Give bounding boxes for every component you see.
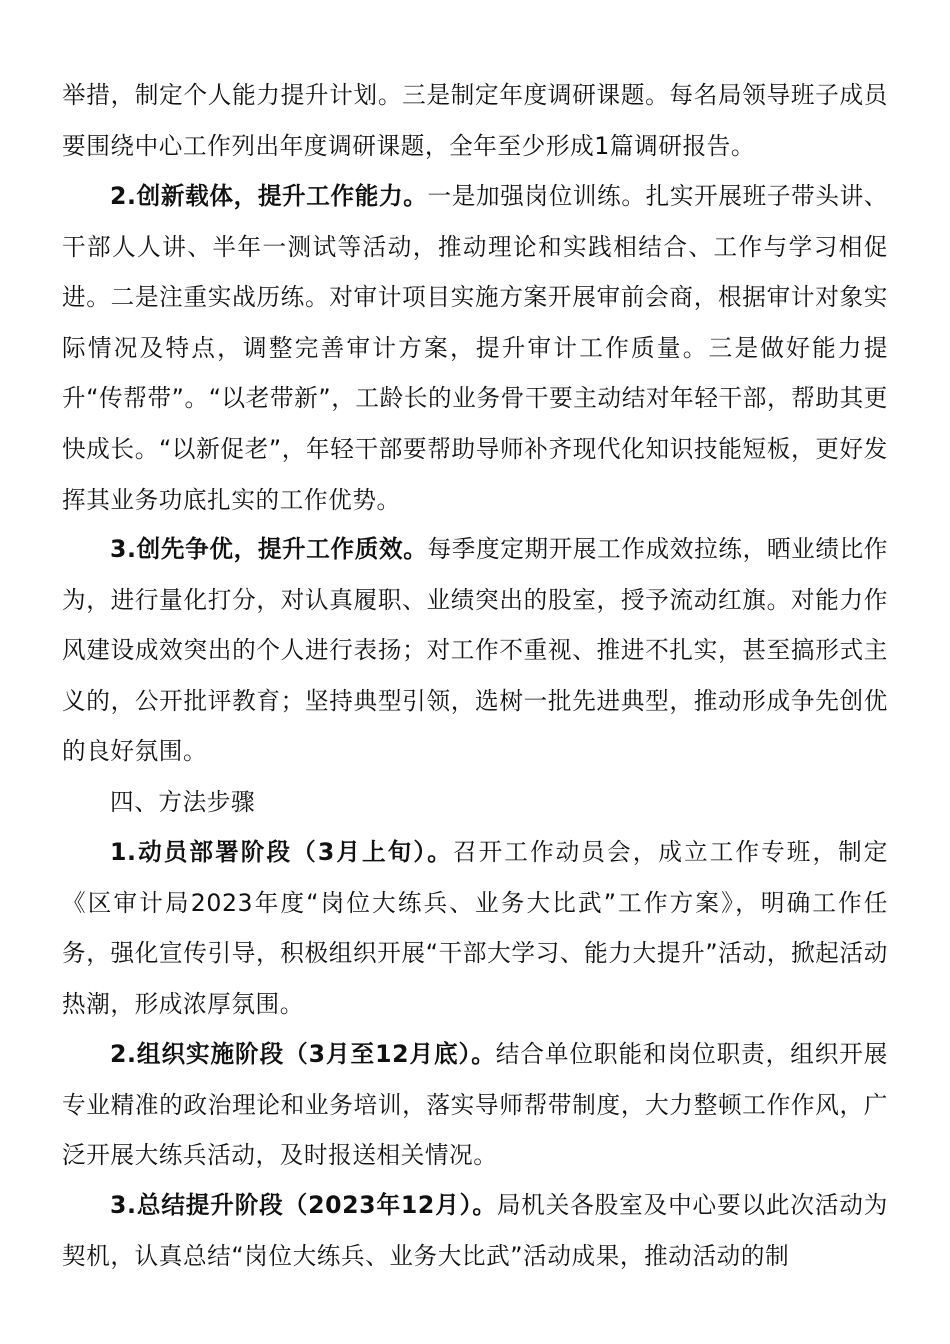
- paragraph-heading: 2.组织实施阶段（3月至12月底）。: [110, 1040, 496, 1068]
- paragraph-body: 结合单位职能和岗位职责，组织开展专业精准的政治理论和业务培训，落实导师帮带制度，大力整顿工作作风，广泛开展大练兵活动，及时报送相关情况。: [62, 1040, 888, 1170]
- paragraph-body: 举措，制定个人能力提升计划。三是制定年度调研课题。每名局领导班子成员要围绕中心工作列出年度调研课题，全年至少形成1篇调研报告。: [62, 81, 888, 160]
- paragraph-heading: 2.创新载体，提升工作能力。: [110, 182, 428, 210]
- paragraph-body: 每季度定期开展工作成效拉练，晒业绩比作为，进行量化打分，对认真履职、业绩突出的股室，授予流动红旗。对能力作风建设成效突出的个人进行表扬；对工作不重视、推进不扎实，甚至搞形式主义的，公开批评教育；坚持典型引领，选树一批先进典型，推动形成争先创优的良好氛围。: [62, 535, 888, 766]
- section-heading-methods-steps: [62, 777, 888, 828]
- paragraph-innovate-carrier: [62, 171, 888, 525]
- paragraph-mobilize-stage: [62, 827, 888, 1029]
- paragraph-body: 一是加强岗位训练。扎实开展班子带头讲、干部人人讲、半年一测试等活动，推动理论和实践相结合、工作与学习相促进。二是注重实战历练。对审计项目实施方案开展审前会商，根据审计对象实际情况及特点，调整完善审计方案，提升审计工作质量。三是做好能力提升“传帮带”。“以老带新”，工龄长的业务骨干要主动结对年轻干部，帮助其更快成长。“以新促老”，年轻干部要帮助导师补齐现代化知识技能短板，更好发挥其业务功底扎实的工作优势。: [62, 182, 888, 514]
- paragraph-continued: [62, 70, 888, 171]
- paragraph-strive-excellence: [62, 524, 888, 777]
- paragraph-heading: 3.总结提升阶段（2023年12月）。: [110, 1191, 497, 1219]
- section-heading-text: 四、方法步骤: [110, 788, 256, 816]
- paragraph-implement-stage: [62, 1029, 888, 1181]
- paragraph-summary-stage: [62, 1180, 888, 1281]
- paragraph-body: 召开工作动员会，成立工作专班，制定《区审计局2023年度“岗位大练兵、业务大比武”工作方案》，明确工作任务，强化宣传引导，积极组织开展“干部大学习、能力大提升”活动，掀起活动热潮，形成浓厚氛围。: [62, 838, 889, 1018]
- paragraph-heading: 3.创先争优，提升工作质效。: [110, 535, 428, 563]
- paragraph-heading: 1.动员部署阶段（3月上旬）。: [110, 838, 453, 866]
- paragraph-body: 局机关各股室及中心要以此次活动为契机，认真总结“岗位大练兵、业务大比武”活动成果，推动活动的制: [62, 1191, 888, 1270]
